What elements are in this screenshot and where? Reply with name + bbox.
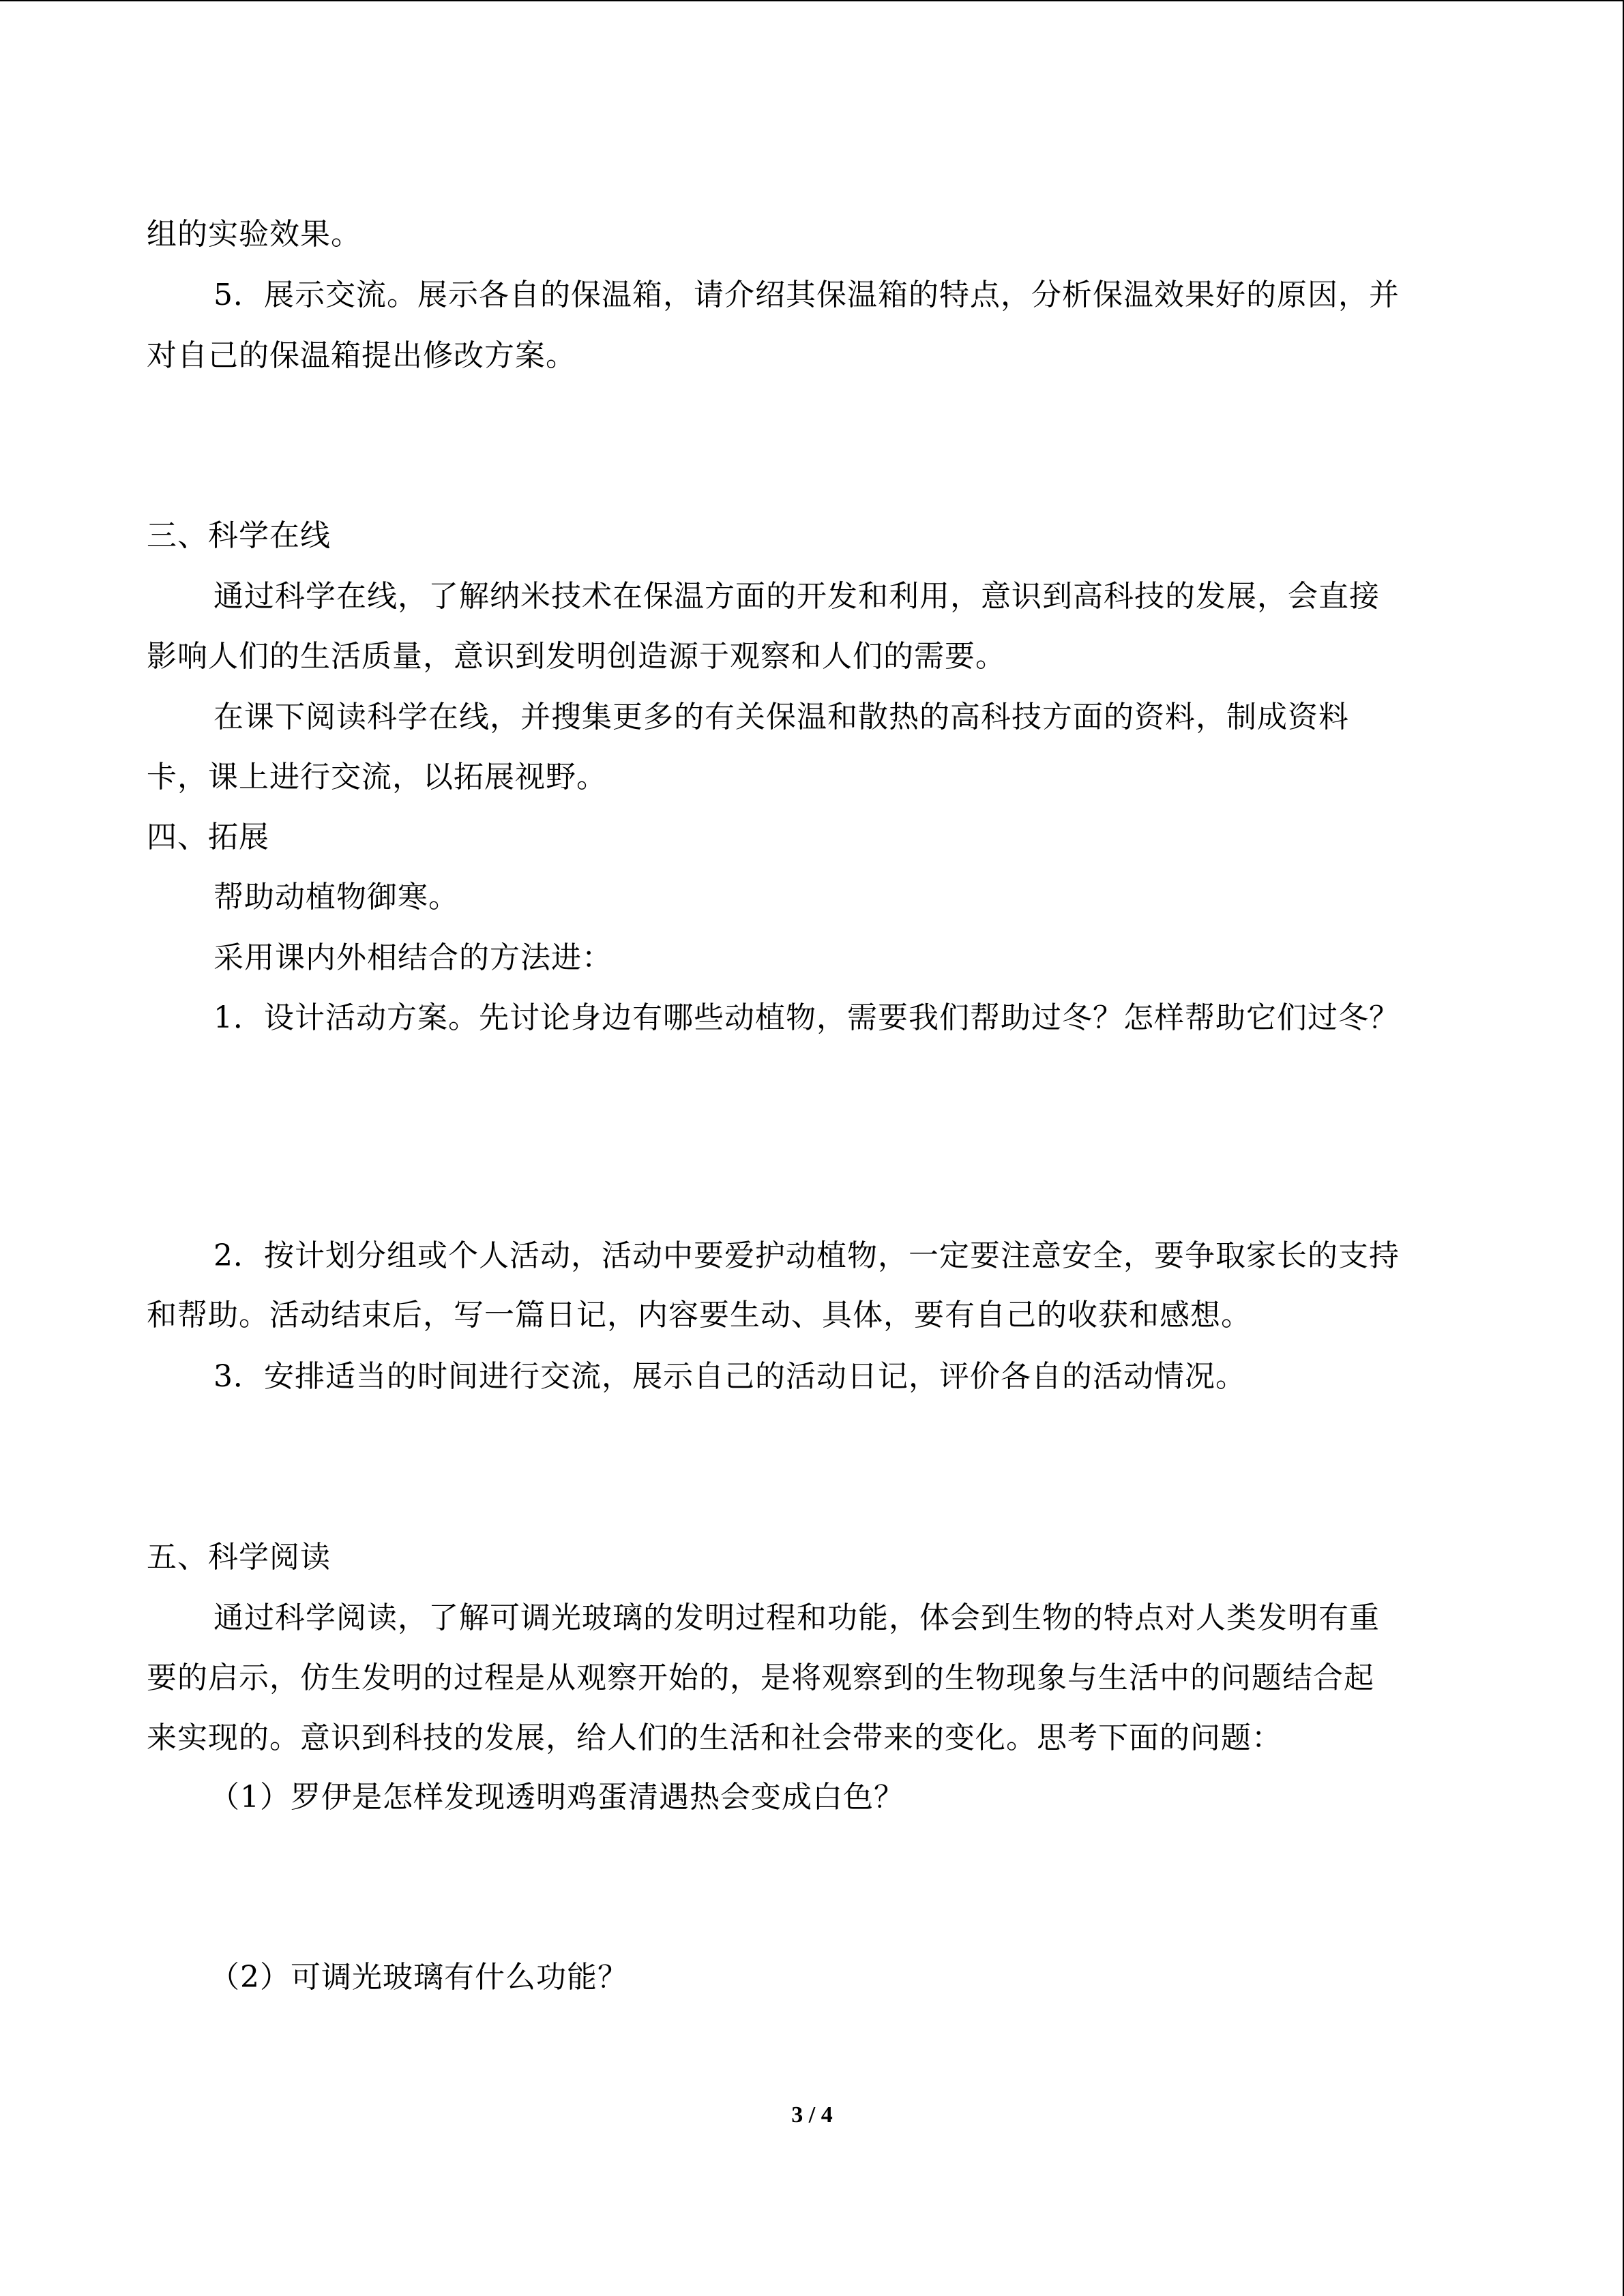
paragraph-line: 2．按计划分组或个人活动，活动中要爱护动植物，一定要注意安全，要争取家长的支持: [213, 1238, 1400, 1273]
section-heading: 四、拓展: [147, 820, 269, 854]
page-number: 3 / 4: [791, 2102, 833, 2128]
paragraph-line: 采用课内外相结合的方法进：: [213, 940, 612, 975]
paragraph-line: 影响人们的生活质量，意识到发明创造源于观察和人们的需要。: [147, 639, 1006, 674]
paragraph-line: 通过科学在线，了解纳米技术在保温方面的开发和利用，意识到高科技的发展，会直接: [213, 579, 1380, 614]
paragraph-line: 帮助动植物御寒。: [213, 880, 459, 914]
paragraph-line: 和帮助。活动结束后，写一篇日记，内容要生动、具体，要有自己的收获和感想。: [147, 1298, 1252, 1332]
paragraph-line: 来实现的。意识到科技的发展，给人们的生活和社会带来的变化。思考下面的问题：: [147, 1720, 1282, 1755]
paragraph-line: 在课下阅读科学在线，并搜集更多的有关保温和散热的高科技方面的资料，制成资料: [213, 700, 1349, 734]
paragraph-line: 5．展示交流。展示各自的保温箱，请介绍其保温箱的特点，分析保温效果好的原因，并: [213, 278, 1400, 312]
section-heading: 三、科学在线: [147, 518, 331, 553]
question-line: （1）罗伊是怎样发现透明鸡蛋清遇热会变成白色？: [209, 1780, 904, 1815]
question-line: （2）可调光玻璃有什么功能？: [209, 1960, 628, 1995]
paragraph-line: 1．设计活动方案。先讨论身边有哪些动植物，需要我们帮助过冬？怎样帮助它们过冬？: [213, 1000, 1400, 1035]
top-border: [0, 0, 1624, 1]
paragraph-line: 3．安排适当的时间进行交流，展示自己的活动日记，评价各自的活动情况。: [213, 1359, 1246, 1394]
paragraph-line: 卡，课上进行交流，以拓展视野。: [147, 760, 607, 794]
paragraph-line: 对自己的保温箱提出修改方案。: [147, 338, 576, 373]
paragraph-line: 通过科学阅读，了解可调光玻璃的发明过程和功能，体会到生物的特点对人类发明有重: [213, 1600, 1380, 1635]
section-heading: 五、科学阅读: [147, 1540, 331, 1575]
paragraph-line: 组的实验效果。: [147, 217, 361, 252]
paragraph-line: 要的启示，仿生发明的过程是从观察开始的，是将观察到的生物现象与生活中的问题结合起: [147, 1660, 1374, 1695]
